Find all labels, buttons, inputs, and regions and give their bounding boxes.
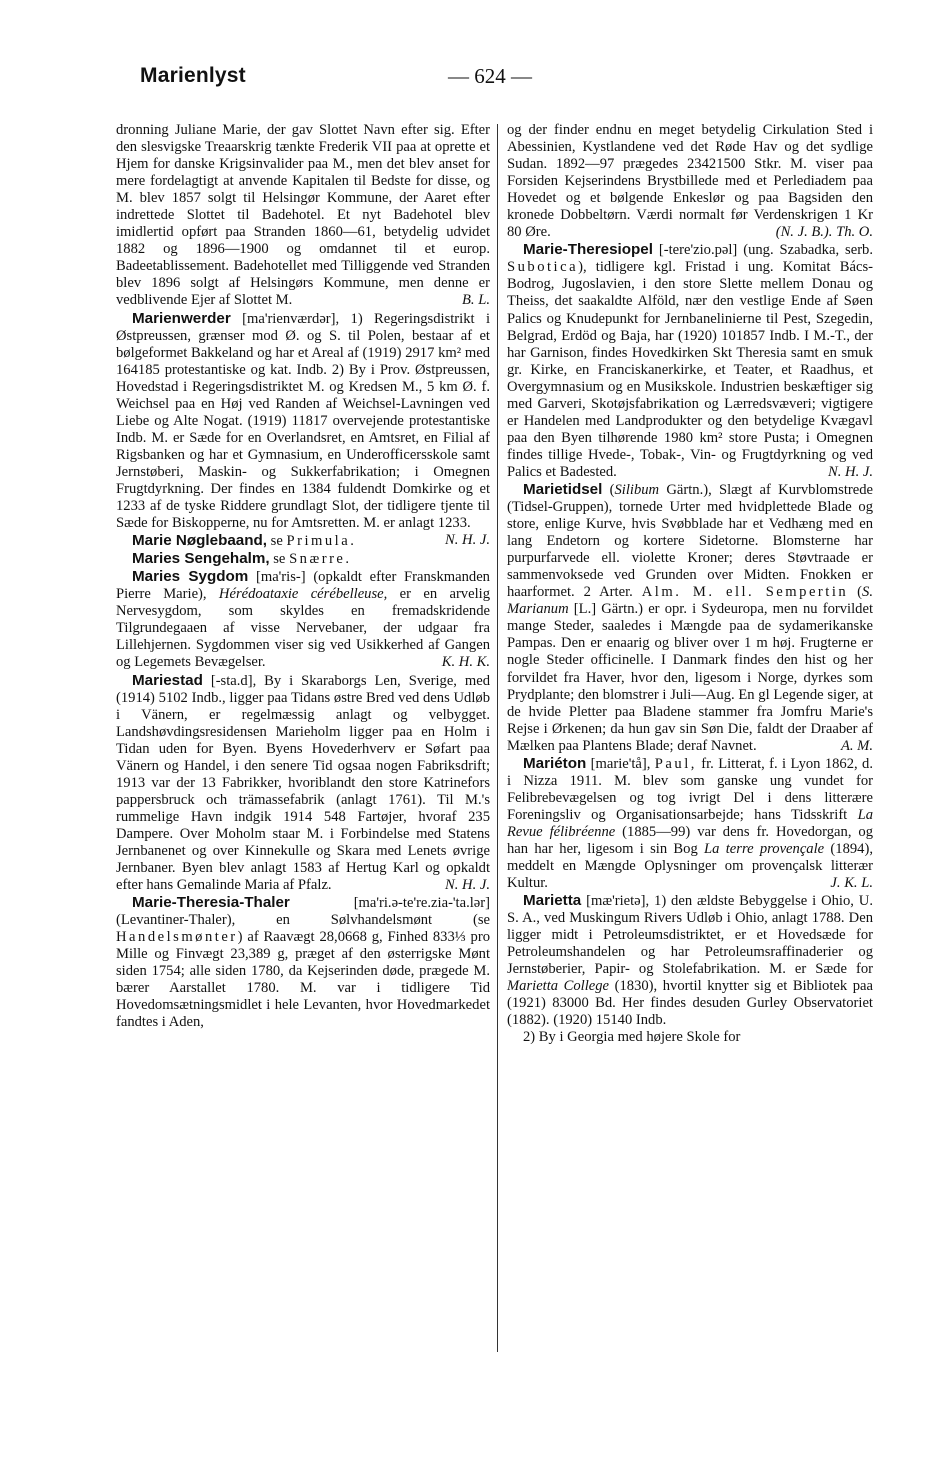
author-signature: N. H. J. [828, 463, 873, 480]
author-signature: J. K. L. [830, 875, 873, 892]
running-head [118, 58, 888, 98]
entry-text: [ma'rienværdər], 1) Regeringsdistrikt i Østpreussen, grænser mod Ø. og S. til Polen, bestaar af et bølgeformet Bakkeland og har et Areal af (1919) 2917 km² med 164185 protestantiske og kat. Indb. 2) By i Prov. Østpreussen, Hovedstad i Regeringsdistriktet M. og Kredsen M., 5 km Ø. f. Weichsel paa en Høj ved Randen af Weichsel-Lavningen ved Liebe og Alte Nogat. (1919) 11817 overvejende protestantiske Indb. M. er Sæde for en Overlandsret, en Amtsret, en Filial af Rigsbanken og har et Gymnasium, en Underofficersskole samt Jernstøberi, Maskin- og Sukkerfabrikation; i Omegnen Frugtdyrkning. Der findes en 1384 fuldendt Domkirke og et 1233 af de tyske Riddere grundlagt Slot, der tidligere tjente til Sæde for Biskopperne, nu for Amtsretten. M. er anlagt 1233. [116, 310, 490, 532]
headword: Maries Sengehalm, [132, 550, 270, 568]
cross-reference: Paul, [654, 755, 697, 772]
cross-reference: Primula. [286, 533, 357, 550]
entry-text: [ma'ris-] (opkaldt efter Franskmanden Pierre Marie), [116, 569, 490, 603]
entry-text: 2) By i Georgia med højere Skole for [523, 1029, 741, 1046]
entry-mariestad [116, 672, 490, 895]
entry-text: se [269, 551, 290, 568]
author-signature: B. L. [462, 292, 490, 309]
entry-text: fr. Litterat, f. i Lyon 1862, d. i Nizza 1911. M. blev som ganske ung vundet for Felibrebevægelsen og tog ivrigt Del i dens litterære Foreningsliv og Organisationsarbejde; hans Tidsskrift [507, 755, 873, 823]
entry-text: [L.] Gärtn.) er opr. i Sydeuropa, men nu forvildet mange Steder, saaledes i Mængde paa de sydamerikanske Pampas. Den er enaarig og bliver over 1 m høj. Frugterne er nogle Steder officinelle. I Danmark findes den hist og her forvildet fra Haver, hvor den, ligesom i Norge, dyrkes som Prydplante; den blomstrer i Juli—Aug. En gl Legende siger, at de hvide Pletter paa Bladene stammer fra Jomfru Marie's Rejse i Ørkenen; da hun gav sin Søn Die, faldt der Draaber af Mælken paa Plantens Blade; deraf Navnet. [507, 601, 873, 754]
entry-marietta [507, 892, 873, 1029]
entry-text: dronning Juliane Marie, der gav Slottet Navn efter sig. Efter den slesvigske Treaarskrig tænkte Frederik VII paa at oprette et Hjem for danske Krigsinvalider paa M., men det blev anset for mere fordelagtigt at anvende Kapitalen til Bedste for disse, og M. blev 1857 solgt til Helsingør Kommune, der Aaret efter indrettede Slottet til Badehotel. Et nyt Badehotel blev imidlertid opført paa Stranden 1860—61, betydelig udvidet 1882 og 1896—1900 og omdannet til et europ. Badeetablissement. Badehotellet med Tilliggende ved Stranden blev 1896 solgt af Helsingørs Kommune, men denne er vedblivende Ejer af Slottet M. [116, 122, 490, 309]
entry-text: ), tidligere kgl. Fristad i ung. Komitat Bács-Bodrog, Jugoslavien, i den store Slette mellem Donau og Theiss, det saakaldte Alföld, nær den vestlige Ende af Søen Palics og Knudepunkt for Jernbanelinierne til Pest, Szegedin, Belgrad, Erdöd og Baja, har (1920) 101857 Indb. I M.-T., der har Garnison, findes Hovedkirken Skt Theresia samt en smuk gr. Kirke, en Franciskanerkirke, et Teater, et Raadhus, et Overgymnasium og en Musikskole. Industrien beskæftiger sig med Garveri, Skotøjsfabrikation og Lærredsvæveri; vigtigere er Handelen med Landprodukter og den betydelige Kvægavl paa den Byen tilhørende 1980 km² store Pusta; i Omegnen findes tillige Hvede-, Tobak-, Vin- og Frugtdyrkning og ved Palics et Badested. [507, 259, 873, 480]
author-signature: A. M. [840, 737, 873, 754]
entry-text: [-sta.d], By i Skaraborgs Len, Sverige, med (1914) 5102 Indb., ligger paa Tidans østre Bred ved dens Udløb i Vänern, er regelmæssig anlagt og velbygget. Landshøvdingsresidensen Marieholm ligger paa en Holm i Tidan uden for Byen. Byens Hovederhverv er Søfart paa Vänern og Handel, i den senere Tid ogsaa nogen Fabriksdrift; 1913 var der 13 Fabrikker, hvoriblandt den store Katrinefors pappersbruck och trämassefabrik (anlagt 1761). Til M.'s rummelige Havn indgik 1914 548 Fartøjer, hvoraf 235 Dampere. Over Moholm staar M. i Forbindelse med Statens Jernbanenet og over Kinnekulle og Skara med Lenets øvrige Jernbaner. Byen blev anlagt 1583 af Hertug Karl og opkaldt efter hans Gemalinde Maria af Pfalz. [116, 672, 490, 894]
author-signature: N. H. J. [445, 877, 490, 894]
column-divider [497, 124, 498, 1352]
entry-text: og der finder endnu en meget betydelig Cirkulation Sted i Abessinien, Kystlandene ved det Røde Hav og det sydlige Sudan. 1892—97 prægedes 23421500 Stkr. M. viser paa Forsiden Kejserindens Brystbillede med et Perlediadem paa Hovedet og et bølgende Enkeslør og paa Bagsiden den kronede Dobbeltørn. Værdi normalt før Verdenskrigen 1 Kr 80 Øre. [507, 122, 873, 241]
cross-reference: Subotica [507, 259, 579, 276]
italic-term: S. Marianum [507, 584, 873, 618]
right-column [507, 122, 873, 1047]
headword: Marienwerder [132, 309, 231, 327]
entry-text: [marie'tå], [586, 755, 655, 772]
italic-term: Hérédoataxie cérébelleuse, [218, 586, 388, 603]
cross-reference: Snærre. [289, 551, 352, 568]
headword: Marietta [523, 892, 582, 910]
entry-marienlyst-continuation [116, 122, 490, 310]
headword: Mariestad [132, 671, 203, 689]
entry-marietidsel [507, 481, 873, 755]
italic-term: Silibum [614, 481, 660, 498]
italic-term: La Revue félibréenne [507, 806, 873, 840]
headword: Mariéton [523, 754, 587, 772]
author-signature: (N. J. B.). Th. O. [775, 224, 873, 241]
entry-text: [mæ'rietə], 1) den ældste Bebyggelse i Ohio, U. S. A., ved Muskingum Rivers Udløb i Ohio, anlagt 1788. Den ligger midt i Petroleumsdistriktet, er et Hovedsæde for Petroleumshandelen og har Petroleumsraffinaderier og Jernstøberier, Papir- og Stolefabrikation. M. er Sæde for [507, 893, 873, 978]
entry-maries-sengehalm [116, 550, 490, 568]
entry-marietta-part-2 [507, 1029, 873, 1046]
entry-text: Gärtn.), Slægt af Kurvblomstrede (Tidsel-Gruppen), tornede Urter med hvidplettede Blade og store, enlige Kurve, hvis Svøbblade har et Vedhæng med en lang Endetorn og kortere Sidetorne. Blomsterne har purpurfarvede ell. violette Kroner; deres Støvtraade er sammenvoksede ved Grunden over Midten. Fnokken er haarformet. 2 Arter. [507, 481, 873, 601]
entry-text: er en arvelig Nervesygdom, som skyldes en fremadskridende Tilgrundegaaen af visse Nervebaner, der udgaar fra Lillehjernen. Sygdommen viser sig ved Usikkerhed af Gangen og Legemets Bevægelser. [116, 586, 490, 671]
headword: Marie-Theresia-Thaler [132, 894, 290, 912]
entry-marie-theresiopel [507, 241, 873, 481]
entry-maries-sygdom [116, 568, 490, 671]
italic-term: Marietta College [507, 978, 610, 995]
entry-text: (1894), meddelt en Mængde Oplysninger om provençalsk litterær Kultur. [507, 840, 873, 892]
left-column [116, 122, 490, 1031]
entry-thaler-continuation [507, 122, 873, 241]
headword: Marie Nøglebaand, [132, 532, 268, 550]
entry-text: ( [602, 481, 615, 498]
headword: Marie-Theresiopel [523, 241, 653, 259]
author-signature: N. H. J. [445, 532, 490, 549]
author-signature: K. H. K. [441, 654, 490, 671]
italic-term: La terre provençale [704, 840, 825, 857]
entry-text: [-tere'zio.pəl] (ung. Szabadka, serb. [652, 242, 873, 259]
headword: Marietidsel [523, 480, 603, 498]
entry-text: ( [848, 584, 863, 601]
entry-marieton [507, 755, 873, 892]
entry-text: se [267, 533, 287, 550]
entry-text: (1885—99) var dens fr. Hovedorgan, og han har her, ligesom i sin Bog [507, 823, 874, 857]
cross-reference: Handelsmønter [116, 929, 238, 946]
page-number: — 624 — [448, 64, 532, 88]
entry-text: (1830), hvortil knytter sig et Bibliotek paa (1921) 83000 Bd. Her findes desuden Gurley Observatoriet (1882). (1920) 15140 Indb. [507, 978, 873, 1029]
cross-reference: Alm. M. ell. Sempertin [641, 584, 849, 601]
running-headword: Marienlyst [140, 64, 246, 87]
headword: Maries Sygdom [132, 568, 249, 586]
entry-text: [ma'ri.ə-te're.zia-'ta.lər] (Levantiner-Thaler), en Sølvhandelsmønt (se [116, 895, 490, 929]
entry-text: ) af Raavægt 28,0668 g, Finhed 833⅓ pro Mille og Finvægt 23,389 g, præget af den østerrigske Mønt siden 1754; alle siden 1780, da Kejserinden døde, prægede M. bærer Aarstallet 1780. M. var i tidligere Tid Hovedomsætningsmidlet i hele Levanten, hvor Hovedmarkedet fandtes i Aden, [116, 929, 490, 1031]
entry-marie-theresia-thaler [116, 894, 490, 1031]
